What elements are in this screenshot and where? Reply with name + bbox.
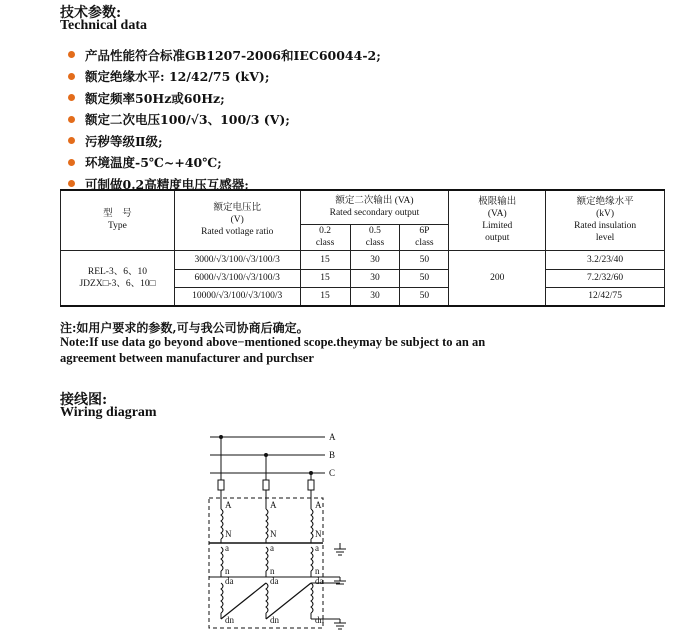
bullet-dot-icon xyxy=(68,159,75,166)
svg-text:dn: dn xyxy=(315,615,324,625)
spec-bullet: 环境温度-5℃~+40℃; xyxy=(68,152,381,174)
svg-text:N: N xyxy=(225,529,232,539)
tech-title-en: Technical data xyxy=(60,18,147,33)
ratio-cell: 10000/√3/100/√3/100/3 xyxy=(174,287,300,306)
svg-text:da: da xyxy=(270,576,279,586)
wiring-diagram xyxy=(200,425,360,631)
insulation-cell: 12/42/75 xyxy=(546,287,665,306)
header-class-0: 0.2 class xyxy=(300,224,350,250)
svg-text:dn: dn xyxy=(270,615,279,625)
note-cn: 注:如用户要求的参数,可与我公司协商后确定。 xyxy=(60,321,309,335)
class-value-cell: 30 xyxy=(350,269,400,287)
header-secondary-output: 额定二次输出 (VA) Rated secondary output xyxy=(300,190,449,224)
phase-2-transformer xyxy=(263,455,280,625)
svg-text:dn: dn xyxy=(225,615,234,625)
type-cell: REL-3、6、10 JDZX□-3、6、10□ xyxy=(61,250,175,306)
class-value-cell: 15 xyxy=(300,287,350,306)
spec-table xyxy=(60,189,665,307)
wiring-title-cn: 接线图: xyxy=(60,392,108,408)
spec-bullet: 额定频率50Hz或60Hz; xyxy=(68,87,381,109)
spec-bullet: 污秽等级Ⅱ级; xyxy=(68,130,381,152)
bullet-dot-icon xyxy=(68,94,75,101)
class-value-cell: 50 xyxy=(400,287,449,306)
class-value-cell: 30 xyxy=(350,250,400,269)
phase-label-a: A xyxy=(329,432,336,442)
svg-text:n: n xyxy=(315,566,320,576)
spec-bullet: 产品性能符合标准GB1207-2006和IEC60044-2; xyxy=(68,44,381,66)
ratio-cell: 3000/√3/100/√3/100/3 xyxy=(174,250,300,269)
header-ratio: 额定电压比 (V) Rated votlage ratio xyxy=(174,190,300,250)
class-value-cell: 50 xyxy=(400,269,449,287)
svg-text:a: a xyxy=(225,543,229,553)
bullet-dot-icon xyxy=(68,116,75,123)
ground-icon xyxy=(334,543,346,555)
class-value-cell: 15 xyxy=(300,250,350,269)
bullet-dot-icon xyxy=(68,73,75,80)
note-en-line1: Note:If use data go beyond above−mentioned scope.theymay be subject to an an xyxy=(60,335,486,349)
phase-label-c: C xyxy=(329,468,336,478)
spec-bullet: 额定绝缘水平: 12/42/75 (kV); xyxy=(68,66,381,88)
svg-text:N: N xyxy=(270,529,277,539)
header-class-1: 0.5 class xyxy=(350,224,400,250)
svg-text:n: n xyxy=(270,566,275,576)
svg-text:A: A xyxy=(270,500,277,510)
class-value-cell: 30 xyxy=(350,287,400,306)
insulation-cell: 3.2/23/40 xyxy=(546,250,665,269)
header-insulation-level: 额定绝缘水平 (kV) Rated insulation level xyxy=(546,190,665,250)
class-value-cell: 50 xyxy=(400,250,449,269)
note-en-line2: agreement between manufacturer and purchser xyxy=(60,351,314,365)
ratio-cell: 6000/√3/100/√3/100/3 xyxy=(174,269,300,287)
spec-bullet: 可制做0.2高精度电压互感器; xyxy=(68,173,381,195)
tech-title-cn: 技术参数: xyxy=(60,5,122,21)
class-value-cell: 15 xyxy=(300,269,350,287)
spec-bullet: 额定二次电压100/√3、100/3 (V); xyxy=(68,109,381,131)
limited-output-cell: 200 xyxy=(449,250,546,306)
bullet-dot-icon xyxy=(68,180,75,187)
header-limited-output: 极限输出 (VA) Limited output xyxy=(449,190,546,250)
ground-icon xyxy=(334,619,346,629)
spec-bullet-list xyxy=(68,44,381,195)
bullet-dot-icon xyxy=(68,51,75,58)
svg-text:da: da xyxy=(225,576,234,586)
svg-text:n: n xyxy=(225,566,230,576)
svg-text:N: N xyxy=(315,529,322,539)
bullet-dot-icon xyxy=(68,137,75,144)
svg-text:a: a xyxy=(270,543,274,553)
svg-text:a: a xyxy=(315,543,319,553)
svg-text:da: da xyxy=(315,576,324,586)
table-row xyxy=(61,250,665,269)
header-class-2: 6P class xyxy=(400,224,449,250)
phase-label-b: B xyxy=(329,450,336,460)
phase-3-transformer xyxy=(308,473,325,625)
header-type: 型 号 Type xyxy=(61,190,175,250)
svg-text:A: A xyxy=(315,500,322,510)
wiring-title-en: Wiring diagram xyxy=(60,405,157,420)
insulation-cell: 7.2/32/60 xyxy=(546,269,665,287)
svg-text:A: A xyxy=(225,500,232,510)
